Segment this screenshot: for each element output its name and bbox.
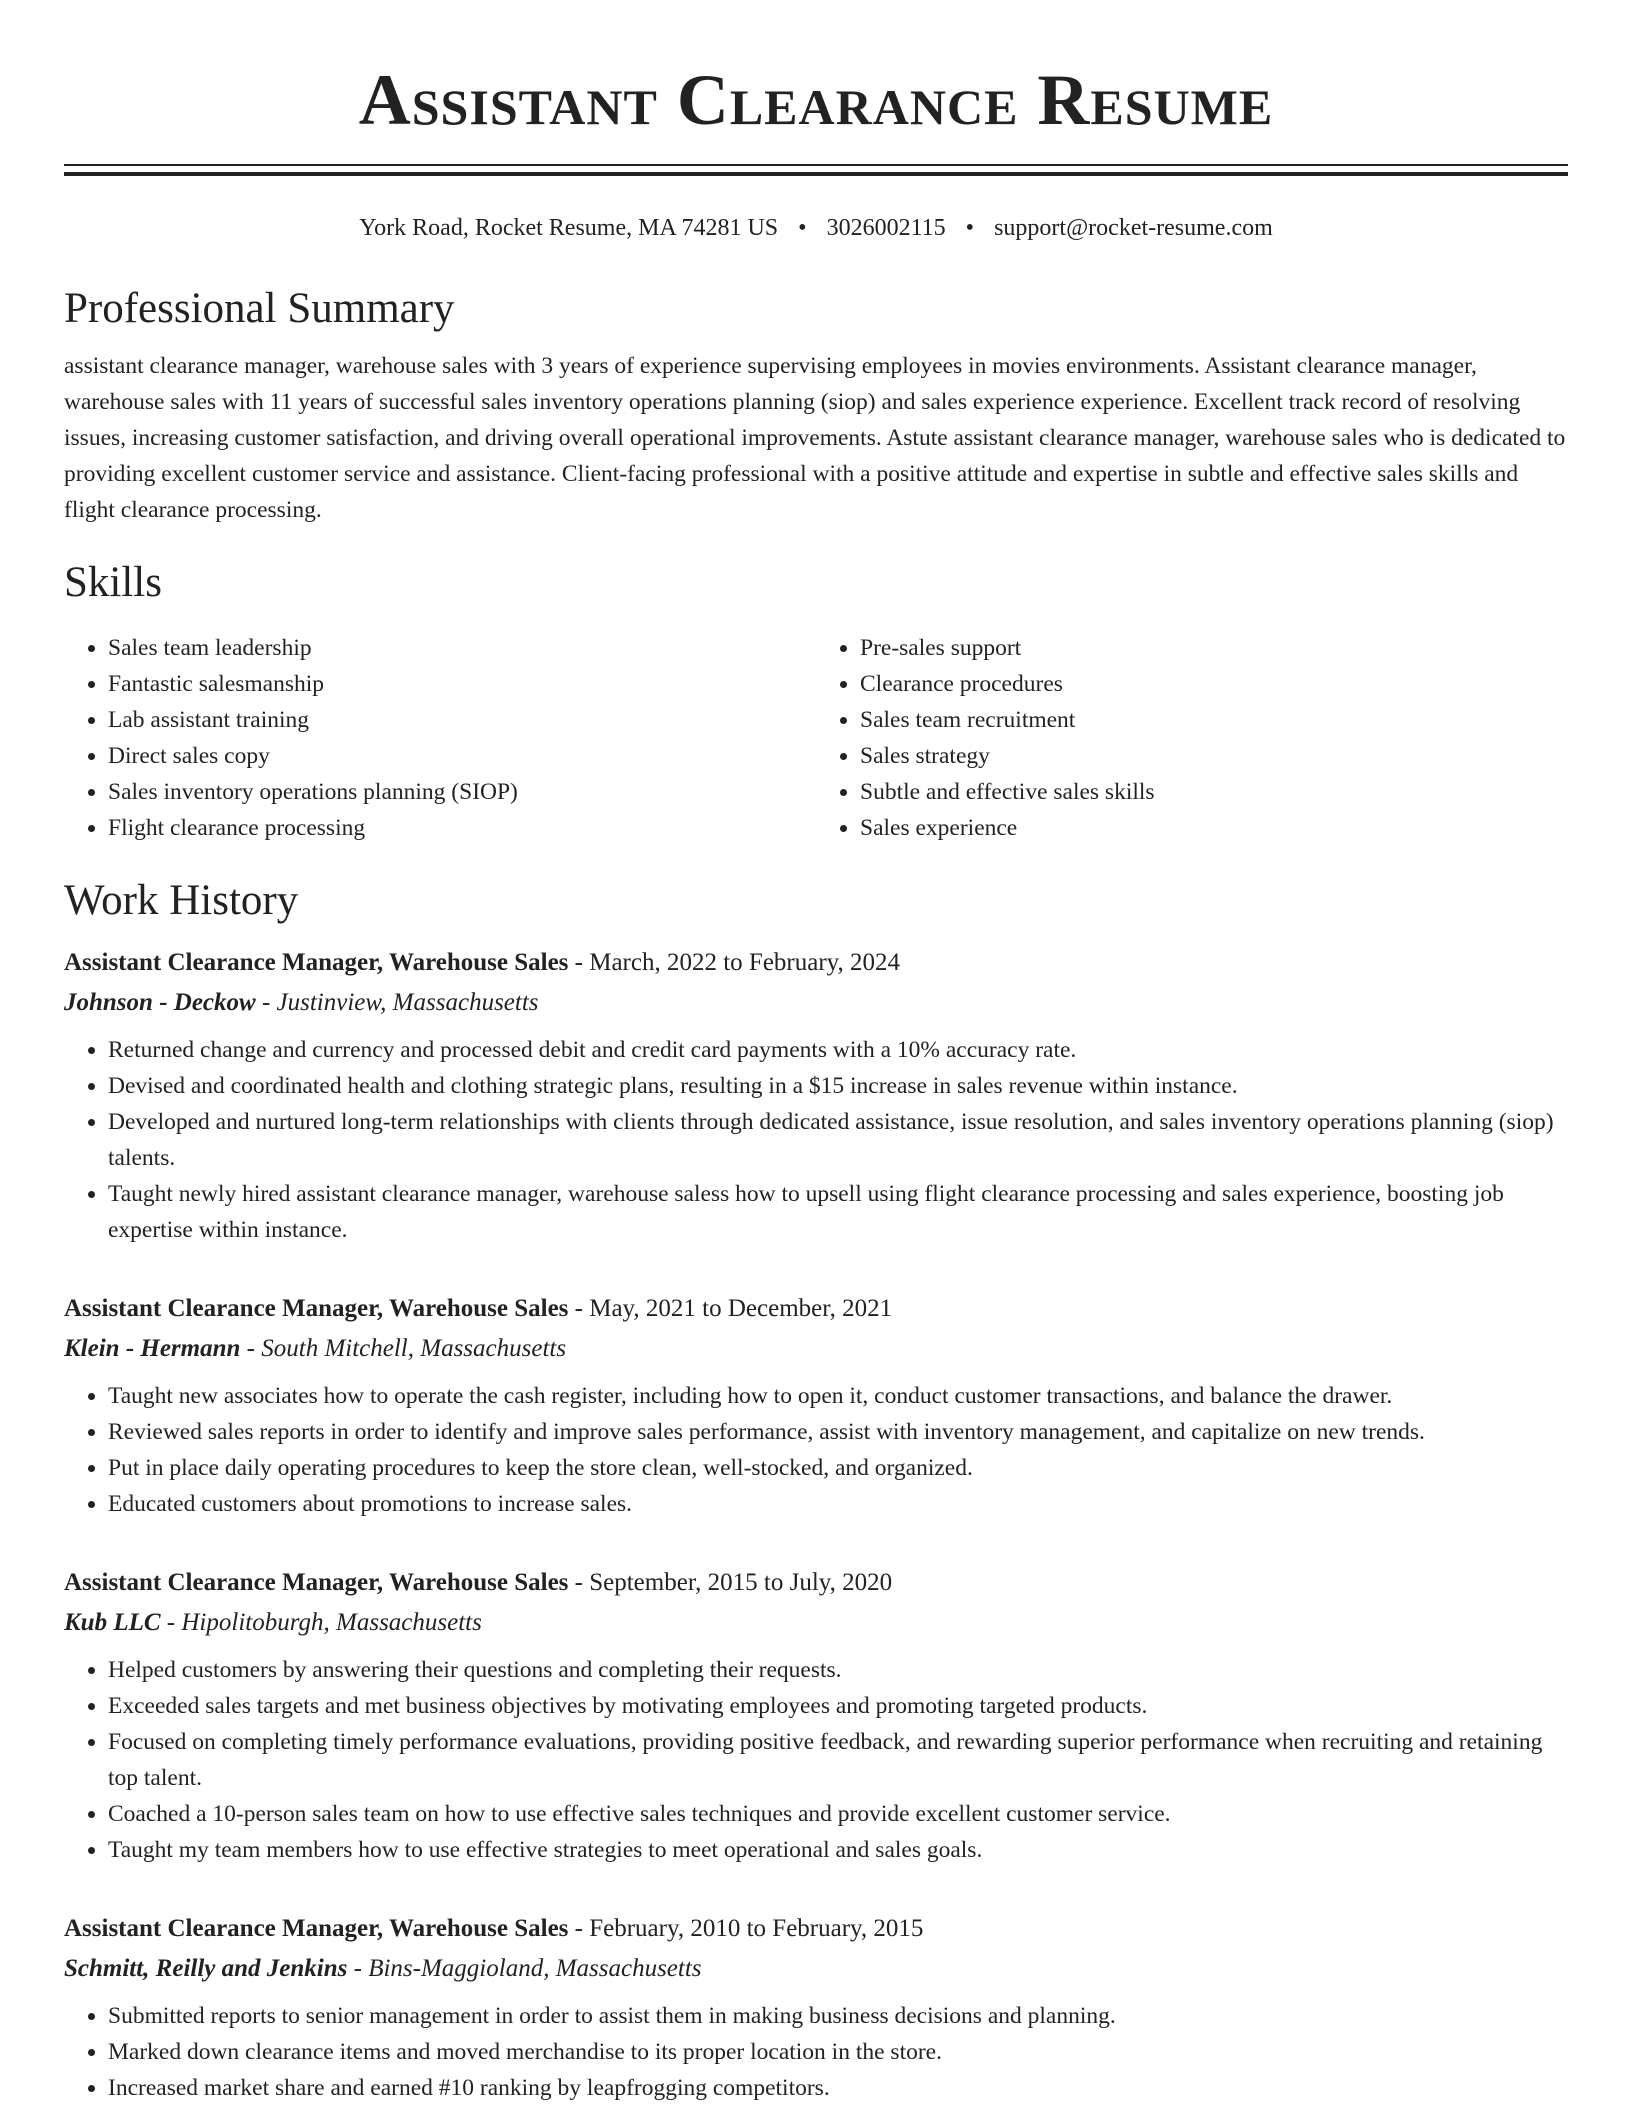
job-bullet: • Taught my team members how to use effective strategies to meet operational and sales goals. — [108, 1832, 1568, 1868]
contact-separator: • — [798, 215, 807, 241]
title-divider-thick — [64, 172, 1568, 176]
job-bullet: • Put in place daily operating procedures to keep the store clean, well-stocked, and organized. — [108, 1450, 1568, 1486]
job-entry — [64, 1292, 1568, 1522]
skills-list-right — [816, 630, 1568, 846]
job-dates: - September, 2015 to July, 2020 — [568, 1569, 893, 1596]
job-company: Klein - Hermann — [64, 1335, 241, 1362]
skill-item: • Lab assistant training — [108, 702, 816, 738]
title-divider-thin — [64, 164, 1568, 166]
skill-item: • Sales experience — [860, 810, 1568, 846]
job-bullet: • Taught newly hired assistant clearance manager, warehouse saless how to upsell using flight clearance processing and sales experience, boosting job expertise within instance. — [108, 1176, 1568, 1248]
skill-item: • Fantastic salesmanship — [108, 666, 816, 702]
job-bullets — [64, 1032, 1568, 1248]
job-bullet: • Educated customers about promotions to increase sales. — [108, 1486, 1568, 1522]
job-role: Assistant Clearance Manager, Warehouse Sales — [64, 949, 569, 976]
resume-title: Assistant Clearance Resume — [358, 60, 1274, 140]
job-dates: - March, 2022 to February, 2024 — [568, 949, 901, 976]
job-bullet: • Coached a 10-person sales team on how to use effective sales techniques and provide excellent customer service. — [108, 1796, 1568, 1832]
job-entry — [64, 946, 1568, 1248]
job-header — [64, 1912, 1568, 1946]
job-bullets — [64, 1998, 1568, 2106]
job-header — [64, 946, 1568, 980]
job-bullet: • Developed and nurtured long-term relationships with clients through dedicated assistance, issue resolution, and sales inventory operations planning (siop) talents. — [108, 1104, 1568, 1176]
work-history-heading: Work History — [64, 877, 299, 924]
summary-heading: Professional Summary — [64, 285, 455, 332]
job-header — [64, 1566, 1568, 1600]
job-bullet: • Helped customers by answering their questions and completing their requests. — [108, 1652, 1568, 1688]
job-bullet: • Exceeded sales targets and met business objectives by motivating employees and promoting targeted products. — [108, 1688, 1568, 1724]
job-role: Assistant Clearance Manager, Warehouse Sales — [64, 1915, 569, 1942]
contact-email: support@rocket-resume.com — [994, 215, 1273, 241]
job-bullet: • Devised and coordinated health and clothing strategic plans, resulting in a $15 increase in sales revenue within instance. — [108, 1068, 1568, 1104]
job-company-line — [64, 1952, 1568, 1986]
job-bullet: • Focused on completing timely performance evaluations, providing positive feedback, and rewarding superior performance when recruiting and retaining top talent. — [108, 1724, 1568, 1796]
skills-section — [64, 558, 1568, 846]
job-entry — [64, 1912, 1568, 2106]
job-location: - South Mitchell, Massachusetts — [240, 1335, 567, 1362]
skills-heading: Skills — [64, 559, 162, 606]
job-dates: - May, 2021 to December, 2021 — [568, 1295, 893, 1322]
job-bullet: • Increased market share and earned #10 ranking by leapfrogging competitors. — [108, 2070, 1568, 2106]
contact-address: York Road, Rocket Resume, MA 74281 US — [359, 215, 779, 241]
job-company-line — [64, 1332, 1568, 1366]
job-company-line — [64, 986, 1568, 1020]
job-company: Schmitt, Reilly and Jenkins — [64, 1955, 348, 1982]
job-bullet: • Reviewed sales reports in order to identify and improve sales performance, assist with inventory management, and capitalize on new trends. — [108, 1414, 1568, 1450]
summary-text: assistant clearance manager, warehouse sales with 3 years of experience supervising employees in movies environments. Assistant clearance manager, warehouse sales with 11 years of successful sales inventory operations planning (siop) and sales experience experience. Excellent track record of resolving issues, increasing customer satisfaction, and driving overall operational improvements. Astute assistant clearance manager, warehouse sales who is dedicated to providing excellent customer service and assistance. Client-facing professional with a positive attitude and expertise in subtle and effective sales skills and flight clearance processing. — [64, 353, 1566, 523]
skill-item: • Sales team recruitment — [860, 702, 1568, 738]
job-bullets — [64, 1652, 1568, 1868]
job-dates: - February, 2010 to February, 2015 — [568, 1915, 924, 1942]
summary-section — [64, 284, 1568, 528]
skills-columns — [64, 630, 1568, 846]
skill-item: • Direct sales copy — [108, 738, 816, 774]
job-bullet: • Returned change and currency and processed debit and credit card payments with a 10% accuracy rate. — [108, 1032, 1568, 1068]
job-company: Kub LLC — [64, 1609, 161, 1636]
contact-line — [64, 212, 1568, 244]
skill-item: • Flight clearance processing — [108, 810, 816, 846]
job-location: - Justinview, Massachusetts — [255, 989, 539, 1016]
contact-separator: • — [965, 215, 975, 241]
job-header — [64, 1292, 1568, 1326]
contact-phone: 3026002115 — [826, 215, 946, 241]
job-role: Assistant Clearance Manager, Warehouse Sales — [64, 1295, 569, 1322]
work-history-section — [64, 876, 1568, 2106]
job-entry — [64, 1566, 1568, 1868]
skill-item: • Sales team leadership — [108, 630, 816, 666]
job-bullet: • Submitted reports to senior management in order to assist them in making business decisions and planning. — [108, 1998, 1568, 2034]
job-location: - Bins-Maggioland, Massachusetts — [347, 1955, 702, 1982]
job-company-line — [64, 1606, 1568, 1640]
skill-item: • Pre-sales support — [860, 630, 1568, 666]
skills-list-left — [64, 630, 816, 846]
job-location: - Hipolitoburgh, Massachusetts — [160, 1609, 482, 1636]
skill-item: • Clearance procedures — [860, 666, 1568, 702]
job-bullet: • Taught new associates how to operate the cash register, including how to open it, conduct customer transactions, and balance the drawer. — [108, 1378, 1568, 1414]
job-role: Assistant Clearance Manager, Warehouse Sales — [64, 1569, 569, 1596]
job-bullet: • Marked down clearance items and moved merchandise to its proper location in the store. — [108, 2034, 1568, 2070]
job-bullets — [64, 1378, 1568, 1522]
skill-item: • Sales inventory operations planning (SIOP) — [108, 774, 816, 810]
skill-item: • Subtle and effective sales skills — [860, 774, 1568, 810]
skill-item: • Sales strategy — [860, 738, 1568, 774]
job-company: Johnson - Deckow — [64, 989, 256, 1016]
